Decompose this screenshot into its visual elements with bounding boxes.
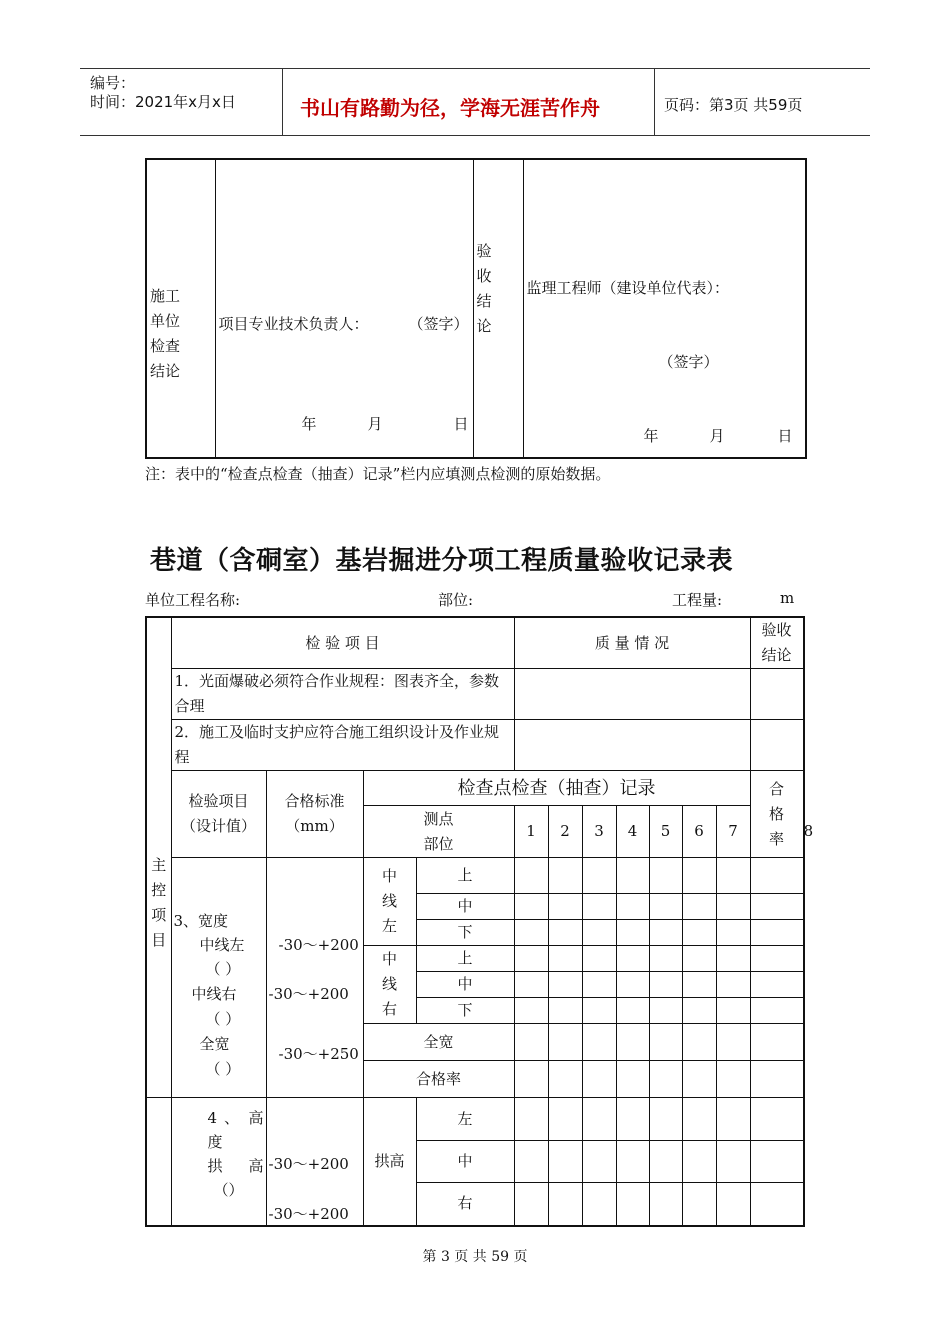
year-label-2: 年 bbox=[643, 427, 659, 445]
unit-name-label: 单位工程名称: bbox=[145, 591, 241, 609]
arch-left: 左 bbox=[416, 1098, 514, 1141]
header-quality: 质 量 情 况 bbox=[514, 617, 750, 669]
height-side-empty bbox=[146, 1098, 171, 1226]
day-label-1: 日 bbox=[453, 415, 469, 433]
arch-right: 右 bbox=[416, 1183, 514, 1226]
sign-label-1: （签字） bbox=[408, 315, 469, 333]
row-support: 2．施工及临时支护应符合施工组织设计及作业规程 bbox=[171, 720, 514, 771]
supervisor-label: 监理工程师（建设单位代表）： bbox=[526, 279, 730, 297]
point-6: 6 bbox=[682, 806, 716, 858]
pass-rate-header: 合 格 率 bbox=[750, 771, 803, 858]
point-header: 测点 部位 bbox=[363, 806, 514, 858]
header-item: 检 验 项 目 bbox=[171, 617, 514, 669]
full-width-label: 全宽 bbox=[363, 1024, 514, 1061]
signature-table bbox=[145, 158, 807, 459]
table-note: 注：表中的“检查点检查（抽查）记录”栏内应填测点检测的原始数据。 bbox=[145, 465, 611, 483]
point-8: 8 bbox=[803, 822, 814, 840]
time-label: 时间：2021年x月x日 bbox=[90, 93, 236, 111]
left-down: 下 bbox=[416, 920, 514, 946]
row2-conclusion bbox=[750, 720, 803, 771]
tech-lead-cell bbox=[215, 159, 473, 458]
month-label-1: 月 bbox=[367, 415, 383, 433]
right-group-label: 中 线 右 bbox=[363, 946, 416, 1024]
height-item: 4 、 高 度 拱 高 （） bbox=[171, 1098, 266, 1226]
page-footer: 第 3 页 共 59 页 bbox=[422, 1249, 528, 1265]
left-mid: 中 bbox=[416, 894, 514, 920]
month-label-2: 月 bbox=[709, 427, 725, 445]
right-down: 下 bbox=[416, 998, 514, 1024]
point-4: 4 bbox=[616, 806, 649, 858]
number-label: 编号： bbox=[90, 74, 136, 92]
point-7: 7 bbox=[716, 806, 750, 858]
construction-conclusion-label: 施工 单位 检查 结论 bbox=[146, 159, 215, 458]
right-mid: 中 bbox=[416, 972, 514, 998]
sign-label-2: （签字） bbox=[658, 353, 719, 371]
supervisor-cell bbox=[523, 159, 806, 458]
point-3: 3 bbox=[582, 806, 616, 858]
page-info: 页码：第3页 共59页 bbox=[664, 96, 803, 114]
width-item: 3、宽度 中线左 （ ） 中线右 （ ） 全宽 （ ） bbox=[171, 858, 266, 1098]
motto: 书山有路勤为径，学海无涯苦作舟 bbox=[300, 96, 600, 120]
point-2: 2 bbox=[548, 806, 582, 858]
row1-quality bbox=[514, 669, 750, 720]
height-std: -30～+200 -30～+200 bbox=[266, 1098, 363, 1226]
header-conclusion: 验收 结论 bbox=[750, 617, 803, 669]
unit-m: m bbox=[780, 589, 795, 607]
row-smooth-blasting: 1．光面爆破必须符合作业规程：图表齐全，参数合理 bbox=[171, 669, 514, 720]
main-table bbox=[145, 616, 814, 1227]
main-control-label: 主 控 项 目 bbox=[146, 617, 171, 1098]
width-pass-rate bbox=[803, 858, 804, 1098]
arch-mid: 中 bbox=[416, 1141, 514, 1183]
tech-lead-label: 项目专业技术负责人： bbox=[218, 315, 369, 333]
record-header: 检查点检查（抽查）记录 bbox=[363, 771, 750, 806]
part-label: 部位: bbox=[438, 591, 474, 609]
page-title: 巷道（含硐室）基岩掘进分项工程质量验收记录表 bbox=[150, 546, 734, 576]
quantity-label: 工程量: bbox=[672, 591, 723, 609]
right-up: 上 bbox=[416, 946, 514, 972]
sub-std-header: 合格标准 （mm） bbox=[266, 771, 363, 858]
height-pass-rate bbox=[803, 1098, 804, 1226]
day-label-2: 日 bbox=[777, 427, 793, 445]
acceptance-conclusion-label: 验 收 结 论 bbox=[473, 159, 523, 458]
arch-label: 拱高 bbox=[363, 1098, 416, 1226]
row2-quality bbox=[514, 720, 750, 771]
point-1: 1 bbox=[514, 806, 548, 858]
pass-rate-label: 合格率 bbox=[363, 1061, 514, 1098]
left-group-label: 中 线 左 bbox=[363, 858, 416, 946]
point-5: 5 bbox=[649, 806, 682, 858]
width-std: -30～+200 -30～+200 -30～+250 bbox=[266, 858, 363, 1098]
row1-conclusion bbox=[750, 669, 803, 720]
year-label-1: 年 bbox=[301, 415, 317, 433]
sub-item-header: 检验项目 （设计值） bbox=[171, 771, 266, 858]
left-up: 上 bbox=[416, 858, 514, 894]
